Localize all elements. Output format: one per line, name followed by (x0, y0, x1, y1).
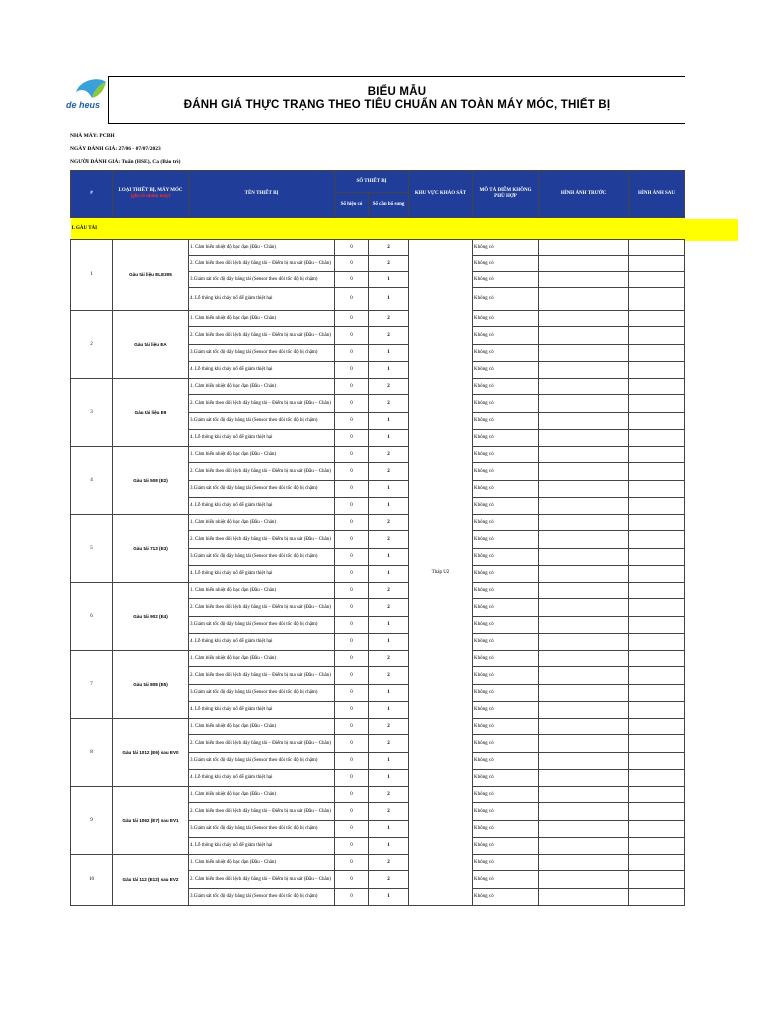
nonconformity-desc: Không có (473, 288, 539, 311)
nonconformity-desc: Không có (473, 430, 539, 447)
qty-add: 2 (369, 256, 409, 272)
qty-add: 2 (369, 311, 409, 327)
nonconformity-desc: Không có (473, 447, 539, 463)
check-item-name: 2. Cảm biến theo dõi lệch dây băng tải – Điểm bị ma sát (Đầu – Chân) (189, 327, 335, 345)
qty-add: 2 (369, 447, 409, 463)
image-after-cell (629, 481, 685, 498)
image-before-cell (539, 288, 629, 311)
qty-add: 2 (369, 871, 409, 889)
check-item-name: 1. Cảm biến nhiệt độ bạc đạn (Đầu - Chân) (189, 719, 335, 735)
qty-add: 1 (369, 685, 409, 702)
image-before-cell (539, 735, 629, 753)
nonconformity-desc: Không có (473, 345, 539, 362)
qty-have: 0 (335, 498, 369, 515)
check-item-name: 4. Lỗ thông khi cháy nổ để giảm thiệt hại (189, 634, 335, 651)
image-before-cell (539, 617, 629, 634)
nonconformity-desc: Không có (473, 702, 539, 719)
qty-add: 1 (369, 272, 409, 288)
image-after-cell (629, 463, 685, 481)
qty-have: 0 (335, 753, 369, 770)
image-before-cell (539, 651, 629, 667)
image-before-cell (539, 803, 629, 821)
check-item-name: 1. Cảm biến nhiệt độ bạc đạn (Đầu - Chân) (189, 240, 335, 256)
qty-add: 1 (369, 430, 409, 447)
item-number: 7 (71, 651, 113, 719)
image-before-cell (539, 430, 629, 447)
qty-have: 0 (335, 634, 369, 651)
qty-have: 0 (335, 463, 369, 481)
item-number: 2 (71, 311, 113, 379)
check-item-name: 2. Cảm biến theo dõi lệch dây băng tải – Điểm bị ma sát (Đầu – Chân) (189, 871, 335, 889)
header-after: HÌNH ẢNH SAU (629, 171, 685, 218)
image-after-cell (629, 288, 685, 311)
nonconformity-desc: Không có (473, 889, 539, 906)
nonconformity-desc: Không có (473, 240, 539, 256)
table-row (71, 447, 685, 463)
nonconformity-desc: Không có (473, 735, 539, 753)
qty-have: 0 (335, 702, 369, 719)
header-name: TÊN THIẾT BỊ (189, 171, 335, 218)
check-item-name: 4. Lỗ thông khi cháy nổ để giảm thiệt hại (189, 702, 335, 719)
header-area: KHU VỰC KHẢO SÁT (409, 171, 473, 218)
image-after-cell (629, 515, 685, 531)
check-item-name: 2. Cảm biến theo dõi lệch dây băng tải – Điểm bị ma sát (Đầu – Chân) (189, 395, 335, 413)
image-after-cell (629, 362, 685, 379)
check-item-name: 1. Cảm biến nhiệt độ bạc đạn (Đầu - Chân) (189, 311, 335, 327)
header-desc: MÔ TẢ ĐIỂM KHÔNG PHÙ HỢP (473, 171, 539, 218)
image-before-cell (539, 599, 629, 617)
qty-have: 0 (335, 379, 369, 395)
qty-add: 1 (369, 362, 409, 379)
image-before-cell (539, 345, 629, 362)
device-type: Gàu tải 1062 (E7) sau EV1 (113, 787, 189, 855)
device-type: Gàu tải 808 (E5) (113, 651, 189, 719)
image-before-cell (539, 256, 629, 272)
image-after-cell (629, 430, 685, 447)
qty-add: 1 (369, 481, 409, 498)
check-item-name: 4. Lỗ thông khi cháy nổ để giảm thiệt hại (189, 770, 335, 787)
section-highlight-extension (684, 219, 738, 241)
qty-add: 2 (369, 667, 409, 685)
nonconformity-desc: Không có (473, 651, 539, 667)
check-item-name: 2. Cảm biến theo dõi lệch dây băng tải – Điểm bị ma sát (Đầu – Chân) (189, 463, 335, 481)
qty-add: 2 (369, 395, 409, 413)
nonconformity-desc: Không có (473, 256, 539, 272)
check-item-name: 3.Giám sát tốc độ dây băng tải (Sensor theo dõi tốc độ bị chậm) (189, 685, 335, 702)
qty-have: 0 (335, 685, 369, 702)
image-after-cell (629, 871, 685, 889)
header-qty-add: Số cần bổ sung (369, 193, 409, 218)
qty-add: 2 (369, 787, 409, 803)
qty-add: 2 (369, 583, 409, 599)
qty-add: 2 (369, 599, 409, 617)
qty-add: 1 (369, 838, 409, 855)
device-type: Gàu tải liệu E9 (113, 379, 189, 447)
image-before-cell (539, 395, 629, 413)
qty-have: 0 (335, 855, 369, 871)
qty-have: 0 (335, 311, 369, 327)
item-number: 5 (71, 515, 113, 583)
check-item-name: 2. Cảm biến theo dõi lệch dây băng tải – Điểm bị ma sát (Đầu – Chân) (189, 599, 335, 617)
check-item-name: 4. Lỗ thông khi cháy nổ để giảm thiệt hại (189, 498, 335, 515)
image-after-cell (629, 855, 685, 871)
check-item-name: 2. Cảm biến theo dõi lệch dây băng tải – Điểm bị ma sát (Đầu – Chân) (189, 531, 335, 549)
image-after-cell (629, 327, 685, 345)
image-before-cell (539, 311, 629, 327)
nonconformity-desc: Không có (473, 311, 539, 327)
nonconformity-desc: Không có (473, 272, 539, 288)
image-after-cell (629, 549, 685, 566)
image-after-cell (629, 889, 685, 906)
qty-add: 1 (369, 617, 409, 634)
check-item-name: 4. Lỗ thông khi cháy nổ để giảm thiệt hại (189, 430, 335, 447)
check-item-name: 2. Cảm biến theo dõi lệch dây băng tải – Điểm bị ma sát (Đầu – Chân) (189, 667, 335, 685)
nonconformity-desc: Không có (473, 583, 539, 599)
check-item-name: 4. Lỗ thông khi cháy nổ để giảm thiệt hại (189, 566, 335, 583)
device-type: Gàu tải 1012 (E6) sau EV0 (113, 719, 189, 787)
image-before-cell (539, 272, 629, 288)
image-after-cell (629, 753, 685, 770)
check-item-name: 4. Lỗ thông khi cháy nổ để giảm thiệt hại (189, 838, 335, 855)
qty-add: 1 (369, 566, 409, 583)
image-before-cell (539, 634, 629, 651)
nonconformity-desc: Không có (473, 787, 539, 803)
image-before-cell (539, 463, 629, 481)
nonconformity-desc: Không có (473, 549, 539, 566)
image-after-cell (629, 838, 685, 855)
check-item-name: 2. Cảm biến theo dõi lệch dây băng tải – Điểm bị ma sát (Đầu – Chân) (189, 256, 335, 272)
image-before-cell (539, 379, 629, 395)
nonconformity-desc: Không có (473, 617, 539, 634)
image-after-cell (629, 770, 685, 787)
qty-add: 1 (369, 345, 409, 362)
table-row (71, 311, 685, 327)
qty-add: 2 (369, 719, 409, 735)
check-item-name: 3.Giám sát tốc độ dây băng tải (Sensor theo dõi tốc độ bị chậm) (189, 413, 335, 430)
qty-add: 2 (369, 240, 409, 256)
header-type-note: (ghi rõ nhóm máy) (130, 194, 171, 199)
qty-have: 0 (335, 240, 369, 256)
qty-add: 2 (369, 379, 409, 395)
image-after-cell (629, 735, 685, 753)
image-before-cell (539, 787, 629, 803)
qty-add: 1 (369, 634, 409, 651)
image-before-cell (539, 855, 629, 871)
item-number: 6 (71, 583, 113, 651)
survey-area: Tháp U2 (409, 240, 473, 906)
image-before-cell (539, 821, 629, 838)
qty-have: 0 (335, 531, 369, 549)
qty-have: 0 (335, 362, 369, 379)
nonconformity-desc: Không có (473, 719, 539, 735)
form-title (108, 76, 685, 124)
qty-have: 0 (335, 770, 369, 787)
image-before-cell (539, 413, 629, 430)
qty-add: 2 (369, 463, 409, 481)
qty-have: 0 (335, 803, 369, 821)
qty-have: 0 (335, 272, 369, 288)
qty-have: 0 (335, 599, 369, 617)
qty-add: 1 (369, 821, 409, 838)
image-after-cell (629, 634, 685, 651)
image-after-cell (629, 651, 685, 667)
qty-have: 0 (335, 430, 369, 447)
device-type: Gàu tải 112 (E12) sau EV2 (113, 855, 189, 906)
check-item-name: 3.Giám sát tốc độ dây băng tải (Sensor theo dõi tốc độ bị chậm) (189, 549, 335, 566)
check-item-name: 3.Giám sát tốc độ dây băng tải (Sensor theo dõi tốc độ bị chậm) (189, 481, 335, 498)
qty-add: 1 (369, 288, 409, 311)
check-item-name: 3.Giám sát tốc độ dây băng tải (Sensor theo dõi tốc độ bị chậm) (189, 272, 335, 288)
qty-have: 0 (335, 256, 369, 272)
nonconformity-desc: Không có (473, 753, 539, 770)
image-before-cell (539, 240, 629, 256)
check-item-name: 3.Giám sát tốc độ dây băng tải (Sensor theo dõi tốc độ bị chậm) (189, 345, 335, 362)
qty-have: 0 (335, 838, 369, 855)
image-after-cell (629, 240, 685, 256)
item-number: 3 (71, 379, 113, 447)
qty-add: 2 (369, 735, 409, 753)
table-row (71, 719, 685, 735)
image-after-cell (629, 583, 685, 599)
nonconformity-desc: Không có (473, 667, 539, 685)
image-after-cell (629, 272, 685, 288)
image-after-cell (629, 531, 685, 549)
table-row (71, 379, 685, 395)
image-after-cell (629, 821, 685, 838)
nonconformity-desc: Không có (473, 599, 539, 617)
section-title: I. GÀU TẢI (71, 218, 685, 240)
nonconformity-desc: Không có (473, 685, 539, 702)
image-after-cell (629, 599, 685, 617)
image-after-cell (629, 345, 685, 362)
qty-have: 0 (335, 719, 369, 735)
qty-add: 2 (369, 531, 409, 549)
qty-have: 0 (335, 345, 369, 362)
image-before-cell (539, 362, 629, 379)
nonconformity-desc: Không có (473, 379, 539, 395)
image-after-cell (629, 256, 685, 272)
header-type-label: LOẠI THIẾT BỊ, MÁY MÓC (118, 188, 183, 194)
image-after-cell (629, 413, 685, 430)
check-item-name: 3.Giám sát tốc độ dây băng tải (Sensor theo dõi tốc độ bị chậm) (189, 617, 335, 634)
image-after-cell (629, 311, 685, 327)
qty-add: 1 (369, 413, 409, 430)
image-before-cell (539, 531, 629, 549)
image-before-cell (539, 871, 629, 889)
qty-add: 1 (369, 549, 409, 566)
assessment-date: NGÀY ĐÁNH GIÁ: 27/06 - 07/07/2023 (70, 146, 161, 152)
check-item-name: 1. Cảm biến nhiệt độ bạc đạn (Đầu - Chân) (189, 651, 335, 667)
table-row (71, 515, 685, 531)
qty-have: 0 (335, 871, 369, 889)
nonconformity-desc: Không có (473, 515, 539, 531)
table-row (71, 651, 685, 667)
image-before-cell (539, 515, 629, 531)
nonconformity-desc: Không có (473, 327, 539, 345)
image-after-cell (629, 702, 685, 719)
image-after-cell (629, 685, 685, 702)
check-item-name: 1. Cảm biến nhiệt độ bạc đạn (Đầu - Chân) (189, 855, 335, 871)
qty-have: 0 (335, 651, 369, 667)
qty-have: 0 (335, 667, 369, 685)
device-type: Gàu tải 902 (E4) (113, 583, 189, 651)
header-no: # (71, 171, 113, 218)
qty-have: 0 (335, 821, 369, 838)
qty-add: 2 (369, 803, 409, 821)
item-number: 10 (71, 855, 113, 906)
nonconformity-desc: Không có (473, 362, 539, 379)
device-type: Gàu tải liệu EA (113, 311, 189, 379)
image-before-cell (539, 702, 629, 719)
check-item-name: 1. Cảm biến nhiệt độ bạc đạn (Đầu - Chân) (189, 379, 335, 395)
image-before-cell (539, 667, 629, 685)
qty-have: 0 (335, 889, 369, 906)
qty-add: 1 (369, 770, 409, 787)
nonconformity-desc: Không có (473, 821, 539, 838)
image-before-cell (539, 327, 629, 345)
check-item-name: 1. Cảm biến nhiệt độ bạc đạn (Đầu - Chân) (189, 447, 335, 463)
qty-add: 1 (369, 702, 409, 719)
leaf-logo-icon (74, 78, 108, 100)
table-row (71, 855, 685, 871)
header-qty-have: Số hiệu có (335, 193, 369, 218)
qty-have: 0 (335, 583, 369, 599)
check-item-name: 4. Lỗ thông khi cháy nổ để giảm thiệt hại (189, 362, 335, 379)
device-type: Gàu tải liệu ELE305 (113, 240, 189, 311)
company-logo (64, 78, 114, 114)
qty-have: 0 (335, 566, 369, 583)
check-item-name: 2. Cảm biến theo dõi lệch dây băng tải – Điểm bị ma sát (Đầu – Chân) (189, 735, 335, 753)
image-before-cell (539, 753, 629, 770)
nonconformity-desc: Không có (473, 634, 539, 651)
qty-have: 0 (335, 735, 369, 753)
assessment-table (70, 170, 685, 906)
title-line-2: ĐÁNH GIÁ THỰC TRẠNG THEO TIÊU CHUẨN AN TOÀN MÁY MÓC, THIẾT BỊ (183, 99, 611, 111)
qty-have: 0 (335, 549, 369, 566)
qty-have: 0 (335, 481, 369, 498)
image-after-cell (629, 566, 685, 583)
check-item-name: 3.Giám sát tốc độ dây băng tải (Sensor theo dõi tốc độ bị chậm) (189, 889, 335, 906)
image-before-cell (539, 719, 629, 735)
image-before-cell (539, 838, 629, 855)
image-before-cell (539, 770, 629, 787)
device-type: Gàu tải 713 (E3) (113, 515, 189, 583)
table-row (71, 787, 685, 803)
factory-label: NHÀ MÁY: PCBH (70, 133, 115, 139)
header-type (113, 171, 189, 218)
check-item-name: 1. Cảm biến nhiệt độ bạc đạn (Đầu - Chân) (189, 583, 335, 599)
item-number: 4 (71, 447, 113, 515)
table-row (71, 583, 685, 599)
header-before: HÌNH ẢNH TRƯỚC (539, 171, 629, 218)
image-after-cell (629, 719, 685, 735)
qty-have: 0 (335, 617, 369, 634)
image-before-cell (539, 447, 629, 463)
nonconformity-desc: Không có (473, 803, 539, 821)
image-before-cell (539, 583, 629, 599)
check-item-name: 4. Lỗ thông khi cháy nổ để giảm thiệt hại (189, 288, 335, 311)
qty-add: 2 (369, 515, 409, 531)
title-line-1: BIỂU MẪU (367, 86, 427, 98)
image-after-cell (629, 395, 685, 413)
image-after-cell (629, 787, 685, 803)
item-number: 9 (71, 787, 113, 855)
header-qty: SỐ THIẾT BỊ (335, 171, 409, 193)
image-before-cell (539, 889, 629, 906)
qty-have: 0 (335, 447, 369, 463)
qty-add: 1 (369, 498, 409, 515)
nonconformity-desc: Không có (473, 481, 539, 498)
check-item-name: 1. Cảm biến nhiệt độ bạc đạn (Đầu - Chân) (189, 515, 335, 531)
nonconformity-desc: Không có (473, 566, 539, 583)
nonconformity-desc: Không có (473, 855, 539, 871)
image-before-cell (539, 685, 629, 702)
nonconformity-desc: Không có (473, 395, 539, 413)
check-item-name: 3.Giám sát tốc độ dây băng tải (Sensor theo dõi tốc độ bị chậm) (189, 753, 335, 770)
nonconformity-desc: Không có (473, 531, 539, 549)
image-after-cell (629, 803, 685, 821)
device-type: Gàu tải 508 (E2) (113, 447, 189, 515)
qty-add: 2 (369, 651, 409, 667)
image-after-cell (629, 667, 685, 685)
image-after-cell (629, 379, 685, 395)
assessor-label: NGƯỜI ĐÁNH GIÁ: Tuấn (HSE), Ca (Bảo trì) (70, 159, 181, 165)
qty-add: 2 (369, 327, 409, 345)
image-after-cell (629, 617, 685, 634)
nonconformity-desc: Không có (473, 463, 539, 481)
image-before-cell (539, 549, 629, 566)
check-item-name: 3.Giám sát tốc độ dây băng tải (Sensor theo dõi tốc độ bị chậm) (189, 821, 335, 838)
item-number: 8 (71, 719, 113, 787)
nonconformity-desc: Không có (473, 413, 539, 430)
image-before-cell (539, 481, 629, 498)
check-item-name: 1. Cảm biến nhiệt độ bạc đạn (Đầu - Chân) (189, 787, 335, 803)
image-before-cell (539, 498, 629, 515)
qty-have: 0 (335, 515, 369, 531)
nonconformity-desc: Không có (473, 871, 539, 889)
check-item-name: 2. Cảm biến theo dõi lệch dây băng tải – Điểm bị ma sát (Đầu – Chân) (189, 803, 335, 821)
nonconformity-desc: Không có (473, 498, 539, 515)
qty-have: 0 (335, 395, 369, 413)
qty-have: 0 (335, 327, 369, 345)
qty-have: 0 (335, 288, 369, 311)
image-after-cell (629, 498, 685, 515)
qty-add: 1 (369, 889, 409, 906)
brand-name: de heus (66, 100, 101, 110)
table-row (71, 240, 685, 256)
qty-have: 0 (335, 787, 369, 803)
image-before-cell (539, 566, 629, 583)
qty-have: 0 (335, 413, 369, 430)
qty-add: 1 (369, 753, 409, 770)
item-number: 1 (71, 240, 113, 311)
nonconformity-desc: Không có (473, 770, 539, 787)
qty-add: 2 (369, 855, 409, 871)
nonconformity-desc: Không có (473, 838, 539, 855)
image-after-cell (629, 447, 685, 463)
